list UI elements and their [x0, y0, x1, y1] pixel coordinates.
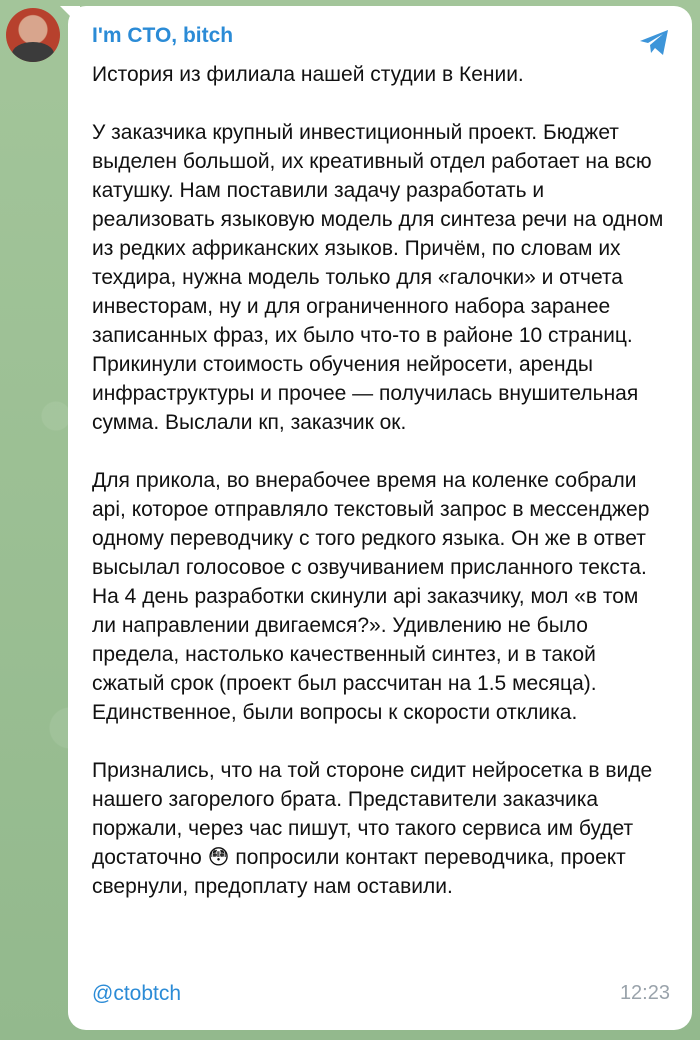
channel-name[interactable]: I'm CTO, bitch — [92, 24, 234, 47]
channel-avatar[interactable] — [6, 8, 60, 62]
paragraph-3: Для прикола, во внерабочее время на коленке собрали api, которое отправляло текстовый запрос в мессенджер одному переводчику с того редкого языка. Он же в ответ высылал голосовое с озвучиванием присланного текста. На 4 день разработки скинули api заказчику, мол «в том ли направлении двигаемся?». Удивлению не было предела, настолько качественный синтез, и в такой сжатый срок (проект был рассчитан на 1.5 месяца). Единственное, были вопросы к скорости отклика. — [92, 469, 650, 724]
message-text — [92, 60, 668, 901]
paragraph-1: История из филиала нашей студии в Кении. — [92, 63, 524, 86]
avatar-body — [12, 42, 54, 62]
channel-link[interactable]: @ctobtch — [92, 982, 182, 1005]
telegram-send-icon[interactable] — [636, 24, 672, 60]
message-bubble — [68, 6, 692, 1030]
paragraph-4: Признались, что на той стороне сидит нейросетка в виде нашего загорелого брата. Представители заказчика поржали, через час пишут, что такого сервиса им будет достаточно 😳 попросили контакт переводчика, проект свернули, предоплату нам оставили. — [92, 759, 653, 898]
paragraph-2: У заказчика крупный инвестиционный проект. Бюджет выделен большой, их креативный отдел работает на всю катушку. Нам поставили задачу разработать и реализовать языковую модель для синтеза речи на одном из редких африканских языков. Причём, по словам их техдира, нужна модель только для «галочки» и отчета инвесторам, ну и для ограниченного набора заранее записанных фраз, их было что-то в районе 10 страниц. Прикинули стоимость обучения нейросети, аренды инфраструктуры и прочее — получилась внушительная сумма. Выслали кп, заказчик ок. — [92, 121, 664, 434]
message-footer — [92, 982, 668, 1008]
message-time: 12:23 — [619, 982, 670, 1004]
avatar-head — [21, 16, 45, 44]
